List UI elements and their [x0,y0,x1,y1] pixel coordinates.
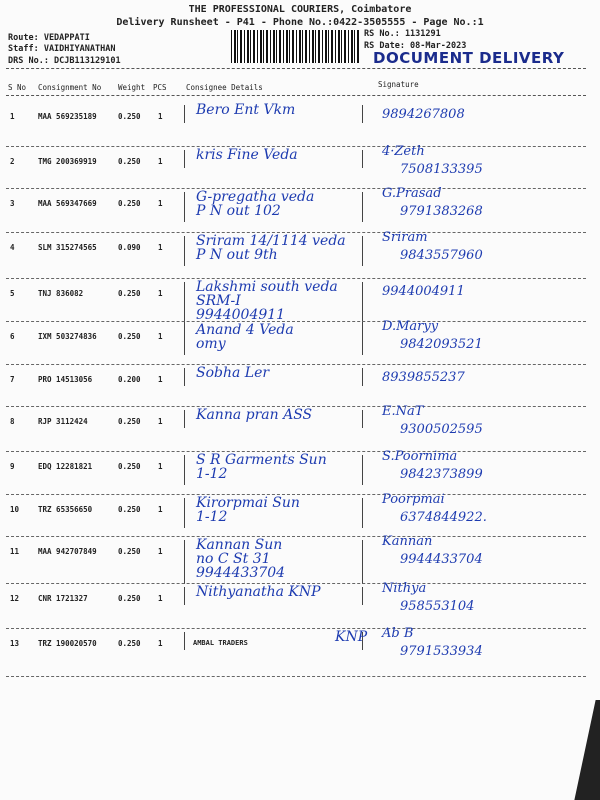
row-sno: 12 [10,594,20,603]
row-pcs: 1 [158,243,163,252]
row-pcs: 1 [158,462,163,471]
row-weight: 0.250 [118,462,141,471]
row-sno: 3 [10,199,15,208]
barcode [231,30,359,63]
row-separator [6,536,586,537]
document-delivery-stamp: DOCUMENT DELIVERY [373,49,565,67]
row-consignee-handwritten: kris Fine Veda [196,147,298,163]
row-weight: 0.250 [118,594,141,603]
row-pcs: 1 [158,505,163,514]
row-consignment-no: IXM 503274836 [38,332,97,341]
row-pcs: 1 [158,375,163,384]
column-divider [6,95,586,96]
rs-date: RS Date: 08-Mar-2023 [364,41,467,51]
row-consignee-printed: AMBAL TRADERS [193,639,248,647]
row-signature: G.Prasad [382,186,442,201]
row-consignee-handwritten: 1-12 [196,509,228,525]
row-sno: 6 [10,332,15,341]
row-signature: Poorpmai [382,492,445,507]
row-consignment-no: TMG 200369919 [38,157,97,166]
row-weight: 0.250 [118,639,141,648]
rs-number: RS No.: 1131291 [364,29,441,39]
row-consignee-handwritten: 1-12 [196,466,228,482]
row-pcs: 1 [158,157,163,166]
row-consignment-no: MAA 942707849 [38,547,97,556]
row-consignee-handwritten: Sriram 14/1114 veda [196,233,346,249]
row-sno: 7 [10,375,15,384]
col-consignment: Consignment No [38,83,102,92]
col-weight: Weight [118,83,146,92]
row-consignee-handwritten: SRM-I [196,293,241,309]
row-pcs: 1 [158,639,163,648]
row-signature: 9842093521 [400,337,483,352]
row-weight: 0.250 [118,112,141,121]
row-consignment-no: TRZ 65356650 [38,505,93,514]
row-separator [6,676,586,677]
row-signature: S.Poornima [382,449,458,464]
row-weight: 0.250 [118,332,141,341]
row-signature: 958553104 [400,599,475,614]
row-pcs: 1 [158,289,163,298]
row-weight: 0.090 [118,243,141,252]
row-signature: 9842373899 [400,467,483,482]
row-signature: Kannan [382,534,433,549]
row-sno: 11 [10,547,20,556]
row-consignment-no: TRZ 190020570 [38,639,97,648]
row-consignment-no: EDQ 12281821 [38,462,93,471]
row-signature: 7508133395 [400,162,483,177]
page-edge-shadow [574,700,600,800]
row-sno: 1 [10,112,15,121]
row-signature: 9300502595 [400,422,483,437]
row-signature: 6374844922. [400,510,487,525]
row-sno: 10 [10,505,20,514]
row-consignment-no: CNR 1721327 [38,594,88,603]
row-consignee-handwritten: P N out 102 [196,203,281,219]
row-weight: 0.200 [118,375,141,384]
row-consignment-no: MAA 569347669 [38,199,97,208]
row-signature: 9843557960 [400,248,483,263]
runsheet-title: Delivery Runsheet - P41 - Phone No.:0422-3505555 - Page No.:1 [116,17,484,28]
row-signature: 9894267808 [382,107,465,122]
row-pcs: 1 [158,332,163,341]
col-signature: Signature [378,80,419,89]
row-signature: 9944004911 [382,284,465,299]
row-weight: 0.250 [118,199,141,208]
row-signature: Sriram [382,230,428,245]
row-signature: 8939855237 [382,370,465,385]
drs-label: DRS No.: DCJB113129101 [8,56,121,66]
row-signature: Ab B [382,626,414,641]
row-signature: Nithya [382,581,427,596]
col-sno: S No [8,83,27,92]
row-separator [6,364,586,365]
row-signature: 9791383268 [400,204,483,219]
header-divider [6,68,586,69]
row-signature: D.Maryy [382,319,439,334]
row-consignee-handwritten: Lakshmi south veda [196,279,338,295]
row-pcs: 1 [158,417,163,426]
row-weight: 0.250 [118,505,141,514]
row-signature: 9791533934 [400,644,483,659]
row-consignment-no: PRO 14513056 [38,375,93,384]
row-consignment-no: RJP 3112424 [38,417,88,426]
row-consignee-handwritten: Sobha Ler [196,365,270,381]
row-consignee-handwritten: S R Garments Sun [196,452,327,468]
row-weight: 0.250 [118,547,141,556]
row-consignee-handwritten: Nithyanatha KNP [196,584,321,600]
row-consignee-handwritten: Kirorpmai Sun [196,495,300,511]
row-sno: 2 [10,157,15,166]
company-title: THE PROFESSIONAL COURIERS, Coimbatore [188,4,412,15]
row-consignee-handwritten: P N out 9th [196,247,278,263]
col-pcs: PCS [153,83,167,92]
row-weight: 0.250 [118,417,141,426]
row-pcs: 1 [158,594,163,603]
row-weight: 0.250 [118,289,141,298]
row-sno: 13 [10,639,20,648]
row-consignee-handwritten: 9944004911 [196,307,286,323]
row-consignee-handwritten: omy [196,336,226,352]
row-consignee-handwritten: KNP [335,629,368,645]
row-consignment-no: MAA 569235189 [38,112,97,121]
row-consignee-handwritten: Kanna pran ASS [196,407,313,423]
row-sno: 5 [10,289,15,298]
row-consignee-handwritten: Kannan Sun [196,537,283,553]
staff-label: Staff: VAIDHIYANATHAN [8,44,116,54]
row-signature: 4·Zeth [382,144,425,159]
row-consignee-handwritten: no C St 31 [196,551,271,567]
row-consignee-handwritten: 9944433704 [196,565,286,581]
row-pcs: 1 [158,547,163,556]
row-separator [6,321,586,322]
row-consignee-handwritten: G-pregatha veda [196,189,315,205]
row-consignment-no: SLM 315274565 [38,243,97,252]
row-sno: 8 [10,417,15,426]
row-consignee-handwritten: Anand 4 Veda [196,322,294,338]
route-label: Route: VEDAPPATI [8,33,90,43]
row-sno: 4 [10,243,15,252]
row-consignee-handwritten: Bero Ent Vkm [196,102,296,118]
row-signature: 9944433704 [400,552,483,567]
col-consignee: Consignee Details [186,83,263,92]
row-sno: 9 [10,462,15,471]
row-weight: 0.250 [118,157,141,166]
row-consignment-no: TNJ 836082 [38,289,84,298]
row-separator [6,628,586,629]
row-pcs: 1 [158,199,163,208]
row-signature: E.NaT [382,404,424,419]
row-pcs: 1 [158,112,163,121]
